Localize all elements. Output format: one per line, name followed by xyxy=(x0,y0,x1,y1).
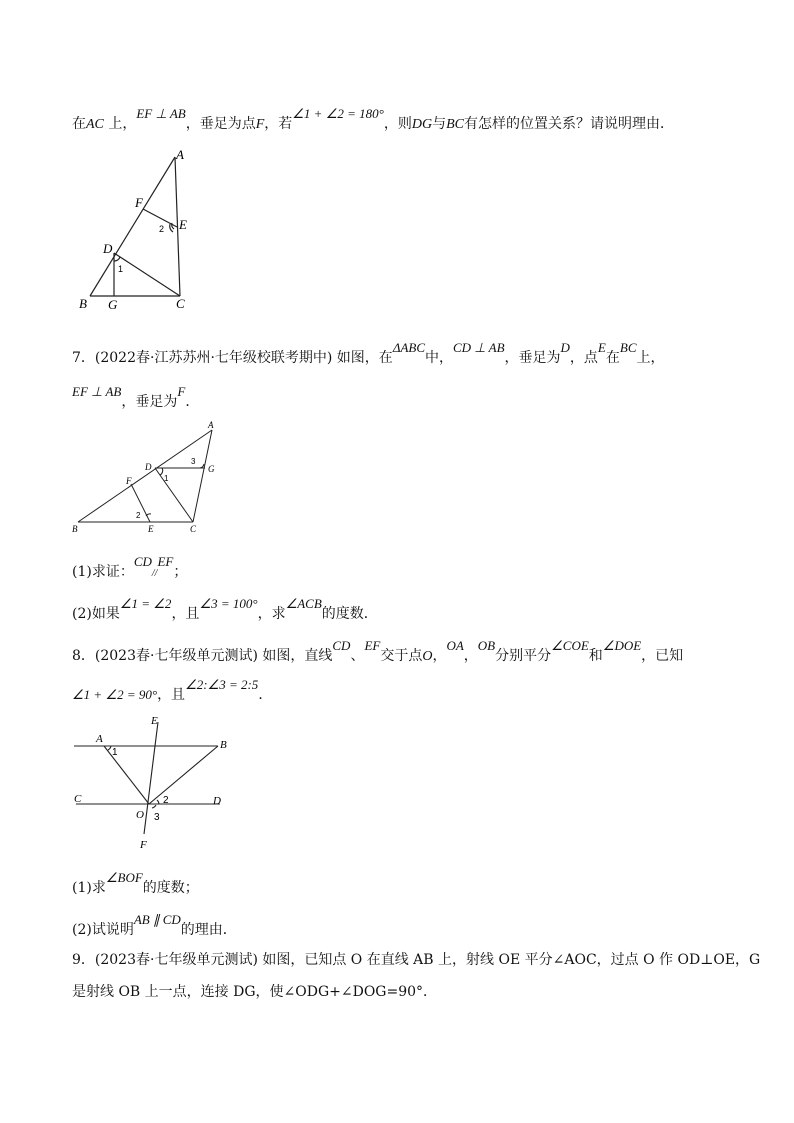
q7-text: ． xyxy=(185,394,200,410)
q6-point-f: F xyxy=(255,117,265,132)
q8-text: 分别平分 xyxy=(495,648,552,664)
q7-statement-line2 xyxy=(72,384,200,412)
q7-angle-acb: ∠ACB xyxy=(285,596,322,611)
q6-label-d: D xyxy=(103,241,113,256)
q8-line-cd: CD xyxy=(332,638,351,653)
q9-text: 9．(2023春·七年级单元测试) 如图，已知点 O 在直线 AB 上，射线 OE 平分∠AOC，过点 O 作 OD⊥OE，G xyxy=(72,952,761,968)
q8-angle-coe: ∠COE xyxy=(551,638,589,653)
q6-label-b: B xyxy=(79,296,87,311)
q6-figure xyxy=(72,145,202,315)
q8-ray-oa xyxy=(104,746,149,804)
q8-text: ， xyxy=(432,648,447,664)
q6-angle1-label: 1 xyxy=(118,264,124,274)
q6-label-a: A xyxy=(176,147,184,162)
q7-point-f: F xyxy=(177,384,186,399)
q8-cond2: ∠2:∠3 = 2:5 xyxy=(185,677,259,692)
q9-statement-line1 xyxy=(72,950,760,970)
q8-figure xyxy=(70,710,240,855)
q7-label-f: F xyxy=(126,476,132,486)
q8-text: ， xyxy=(463,648,478,664)
q8-ray-ob: OB xyxy=(477,638,496,653)
q6-angle2-label: 2 xyxy=(159,224,165,234)
q7-text: 的度数． xyxy=(321,606,378,622)
q9-statement-line2 xyxy=(72,982,437,1002)
q6-label-f: F xyxy=(135,195,143,210)
q7-seg-dc xyxy=(155,468,193,522)
q7-angle2-label: 2 xyxy=(136,511,141,520)
q6-label-e: E xyxy=(179,217,187,232)
q8-ray-ob xyxy=(149,746,218,804)
q8-cond1: ∠1 + ∠2 = 90° xyxy=(72,687,158,702)
q8-text: 的理由． xyxy=(180,922,237,938)
q7-seg-fe xyxy=(131,484,150,522)
q7-label-a: A xyxy=(208,420,214,430)
q8-part2 xyxy=(72,912,237,940)
q8-statement-line2 xyxy=(72,677,273,705)
q7-perp1: CD ⊥ AB xyxy=(453,340,505,355)
q6-perp-formula: EF ⊥ AB xyxy=(136,106,186,121)
q9-text: 是射线 OB 上一点，连接 DG，使∠ODG+∠DOG=90°． xyxy=(72,984,438,1000)
q7-seg-cd: CD xyxy=(133,554,152,569)
q8-text: ． xyxy=(258,687,273,703)
q7-point-e: E xyxy=(597,340,606,355)
q8-text: ，已知 xyxy=(641,648,684,664)
q6-seg-dc xyxy=(114,253,180,296)
q8-angle3-label: 3 xyxy=(154,812,160,823)
q8-label-b: B xyxy=(220,739,227,751)
q6-label-g: G xyxy=(108,297,118,312)
q8-parallel-ab-cd: AB ∥ CD xyxy=(133,912,181,927)
q7-label-c: C xyxy=(190,524,197,534)
q7-statement-line1 xyxy=(72,340,665,368)
q8-line-ef: EF xyxy=(364,638,381,653)
q7-seg-ef: EF xyxy=(157,554,174,569)
q8-angle-bof: ∠BOF xyxy=(105,870,143,885)
q6-seg-dg: DG xyxy=(411,117,433,132)
q8-angle1-arc xyxy=(108,746,111,750)
q8-text: (1)求 xyxy=(72,880,106,896)
q7-text: ，垂足为 xyxy=(504,350,561,366)
q6-angle-formula: ∠1 + ∠2 = 180° xyxy=(292,106,384,121)
q8-label-d: D xyxy=(213,795,221,807)
q7-text: ； xyxy=(173,564,188,580)
q7-text: 上， xyxy=(636,350,665,366)
q8-label-a: A xyxy=(96,733,103,745)
q8-text: (2)试说明 xyxy=(72,922,134,938)
q7-text: ，求 xyxy=(257,606,286,622)
q8-text: 的度数； xyxy=(142,880,199,896)
q8-point-o: O xyxy=(422,649,433,664)
q7-parallel-sign: // xyxy=(151,568,158,579)
q7-text: ，且 xyxy=(171,606,200,622)
q8-text: 交于点 xyxy=(380,648,423,664)
q8-text: 和 xyxy=(588,648,603,664)
q7-angle3-eq: ∠3 = 100° xyxy=(199,596,258,611)
q8-text: ，且 xyxy=(157,687,186,703)
q7-angle-eq: ∠1 = ∠2 xyxy=(119,596,172,611)
q7-angle3-label: 3 xyxy=(191,457,196,466)
q6-statement xyxy=(72,106,674,135)
q8-angle2-label: 2 xyxy=(163,795,169,806)
q6-text: ，垂足为点 xyxy=(185,116,256,132)
q8-angle1-label: 1 xyxy=(112,747,118,758)
q6-label-c: C xyxy=(176,296,185,311)
q8-label-e: E xyxy=(151,715,158,727)
q7-label-b: B xyxy=(72,524,78,534)
q7-text: 中， xyxy=(425,350,453,366)
q7-label-e: E xyxy=(148,524,154,534)
q6-text: 有怎样的位置关系？请说明理由． xyxy=(463,116,674,132)
q8-ray-oa: OA xyxy=(446,638,464,653)
q8-label-f: F xyxy=(140,839,147,851)
q8-text: 8．(2023春·七年级单元测试) 如图，直线 xyxy=(72,648,333,664)
q8-angle-doe: ∠DOE xyxy=(602,638,642,653)
q7-text: ，点 xyxy=(569,350,598,366)
q7-side-ab xyxy=(78,430,212,522)
q7-triangle: ΔABC xyxy=(392,340,425,355)
q7-label-g: G xyxy=(208,464,215,474)
q8-angle3-arc xyxy=(152,805,156,808)
q8-text: 、 xyxy=(350,648,365,664)
q7-label-d: D xyxy=(145,462,152,472)
q7-point-d: D xyxy=(560,340,570,355)
q8-angle2-arc xyxy=(157,800,159,804)
q8-statement-line1 xyxy=(72,638,684,667)
q6-angle1-arc xyxy=(114,257,120,261)
q6-text: 与 xyxy=(432,116,447,132)
q7-figure xyxy=(72,418,222,536)
q6-text: ，若 xyxy=(264,116,293,132)
q7-angle1-arc xyxy=(160,468,163,475)
q7-angle1-label: 1 xyxy=(164,474,169,483)
q6-angle2-arc xyxy=(170,223,174,232)
q6-text: 在 xyxy=(72,116,86,132)
q7-angle2-arc xyxy=(146,514,151,516)
q7-perp2: EF ⊥ AB xyxy=(72,384,122,399)
q7-text: ，垂足为 xyxy=(121,394,178,410)
q6-text: ，则 xyxy=(383,116,412,132)
q8-label-c: C xyxy=(74,793,82,805)
q7-text: (2)如果 xyxy=(72,606,120,622)
q8-part1 xyxy=(72,870,199,898)
q7-angle3-arc xyxy=(200,464,204,468)
q7-text: (1)求证： xyxy=(72,564,134,580)
q7-side-ac xyxy=(193,430,212,522)
q7-part2 xyxy=(72,596,378,624)
q7-seg-bc: BC xyxy=(619,340,637,355)
q7-text: 7．(2022春·江苏苏州·七年级校联考期中) 如图，在 xyxy=(72,350,393,366)
q6-seg-bc: BC xyxy=(446,117,464,132)
q8-label-o: O xyxy=(136,809,144,821)
q7-text: 在 xyxy=(605,350,620,366)
q6-text: 上， xyxy=(103,116,137,132)
q6-seg-ac: AC xyxy=(86,117,104,132)
q7-part1 xyxy=(72,554,188,584)
